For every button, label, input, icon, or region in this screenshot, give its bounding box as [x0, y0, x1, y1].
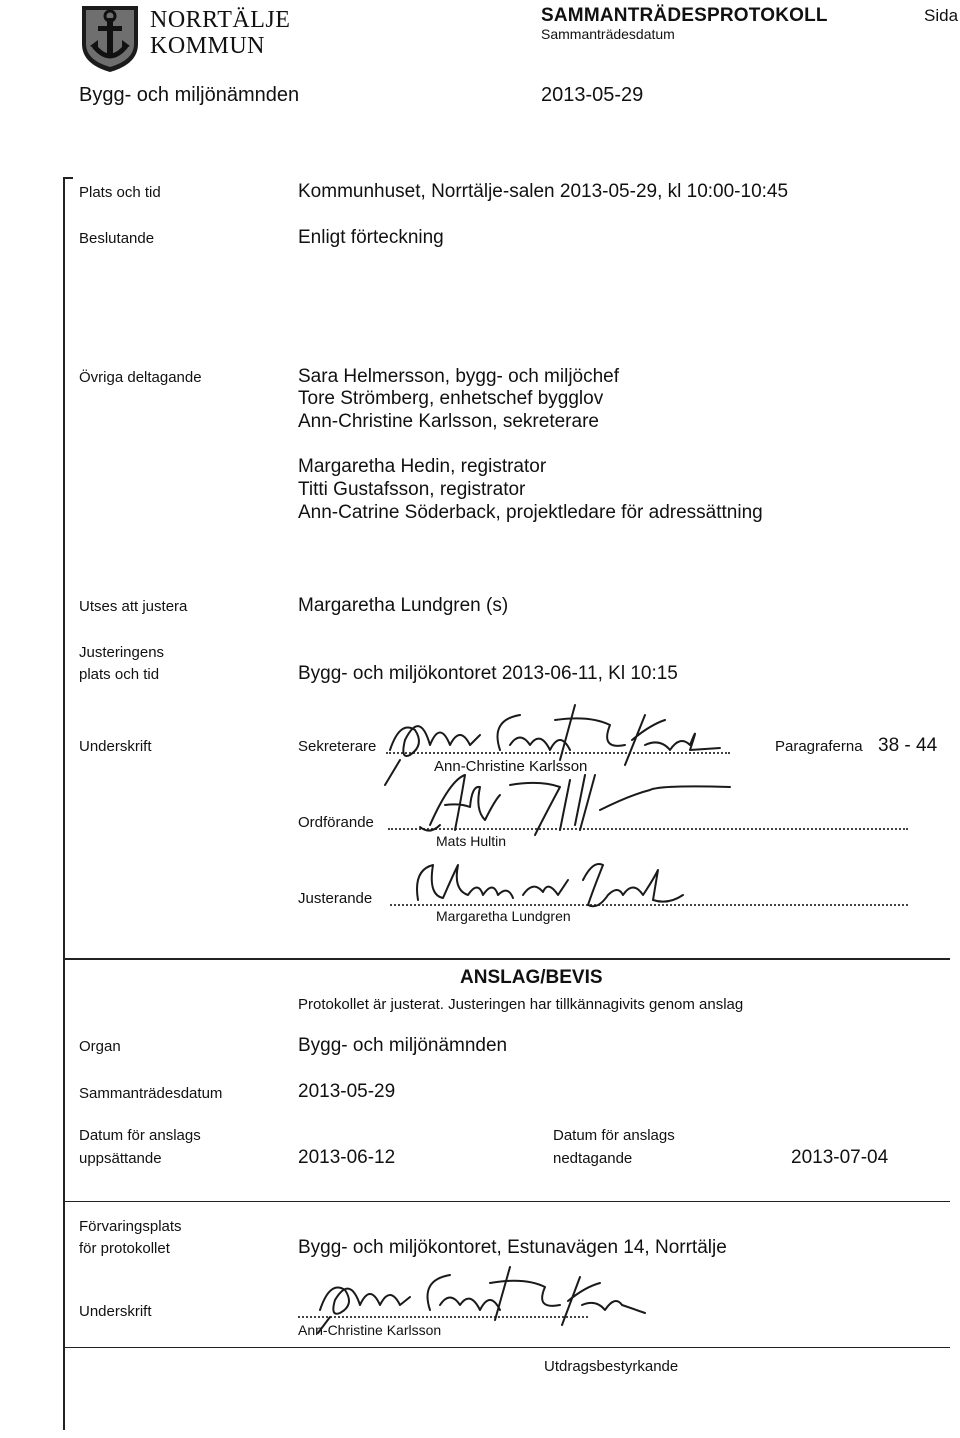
participant: Tore Strömberg, enhetschef bygglov [298, 388, 604, 409]
participant: Ann-Christine Karlsson, sekreterare [298, 411, 599, 432]
participant: Sara Helmersson, bygg- och miljöchef [298, 366, 620, 387]
deciders-value: Enligt förteckning [298, 227, 444, 248]
removed-label-2: nedtagande [553, 1150, 633, 1167]
secretary-label: Sekreterare [298, 738, 377, 755]
notice-signature [300, 1255, 670, 1335]
storage-divider [63, 1201, 950, 1202]
page-label: Sida [924, 6, 959, 25]
adjust-place-value: Bygg- och miljökontoret 2013-06-11, Kl 10:15 [298, 663, 678, 684]
certification-divider [63, 1347, 950, 1348]
storage-value: Bygg- och miljökontoret, Estunavägen 14, Norrtälje [298, 1237, 727, 1258]
adjust-place-label-1: Justeringens [79, 644, 165, 661]
notice-title: ANSLAG/BEVIS [460, 967, 603, 988]
place-label: Plats och tid [79, 184, 161, 201]
participant: Ann-Catrine Söderback, projektledare för adressättning [298, 502, 763, 523]
organ-value: Bygg- och miljönämnden [298, 1035, 508, 1056]
chair-signature [410, 765, 750, 845]
chair-name: Mats Hultin [436, 833, 507, 849]
appointed-label: Utses att justera [79, 598, 188, 615]
posted-value: 2013-06-12 [298, 1147, 396, 1168]
paragraphs-value: 38 - 44 [878, 735, 938, 756]
participant: Margaretha Hedin, registrator [298, 456, 547, 477]
adjuster-label: Justerande [298, 890, 373, 907]
municipality-name-line2: KOMMUN [150, 33, 266, 59]
municipality-logo [80, 4, 140, 74]
section-divider-top [63, 177, 73, 179]
adjust-place-label-2: plats och tid [79, 666, 160, 683]
organ-label: Organ [79, 1038, 121, 1055]
coat-of-arms-icon [80, 4, 140, 74]
posted-label-2: uppsättande [79, 1150, 162, 1167]
chair-label: Ordförande [298, 814, 374, 831]
signature-label: Underskrift [79, 738, 152, 755]
notice-signature-name: Ann-Christine Karlsson [298, 1322, 442, 1338]
appointed-value: Margaretha Lundgren (s) [298, 595, 509, 616]
adjuster-signature [408, 850, 708, 920]
secretary-name: Ann-Christine Karlsson [434, 758, 588, 775]
notice-divider [63, 958, 950, 960]
notice-statement: Protokollet är justerat. Justeringen har tillkännagivits genom anslag [298, 996, 744, 1013]
committee-name: Bygg- och miljönämnden [79, 84, 300, 106]
removed-value: 2013-07-04 [791, 1147, 889, 1168]
document-title: SAMMANTRÄDESPROTOKOLL [541, 5, 828, 26]
removed-label-1: Datum för anslags [553, 1127, 675, 1144]
place-value: Kommunhuset, Norrtälje-salen 2013-05-29, kl 10:00-10:45 [298, 181, 789, 202]
left-margin-rule [63, 178, 65, 1430]
document-subtitle: Sammanträdesdatum [541, 26, 675, 42]
storage-label-1: Förvaringsplats [79, 1218, 182, 1235]
certification-label: Utdragsbestyrkande [544, 1358, 679, 1375]
notice-signature-label: Underskrift [79, 1303, 152, 1320]
meeting-date-label: Sammanträdesdatum [79, 1085, 223, 1102]
paragraphs-label: Paragraferna [775, 738, 863, 755]
participant: Titti Gustafsson, registrator [298, 479, 526, 500]
adjuster-name: Margaretha Lundgren [436, 908, 571, 924]
municipality-name-line1: NORRTÄLJE [150, 7, 291, 33]
others-label: Övriga deltagande [79, 369, 202, 386]
posted-label-1: Datum för anslags [79, 1127, 201, 1144]
storage-label-2: för protokollet [79, 1240, 170, 1257]
meeting-date-value: 2013-05-29 [298, 1081, 396, 1102]
deciders-label: Beslutande [79, 230, 155, 247]
meeting-date: 2013-05-29 [541, 84, 644, 106]
